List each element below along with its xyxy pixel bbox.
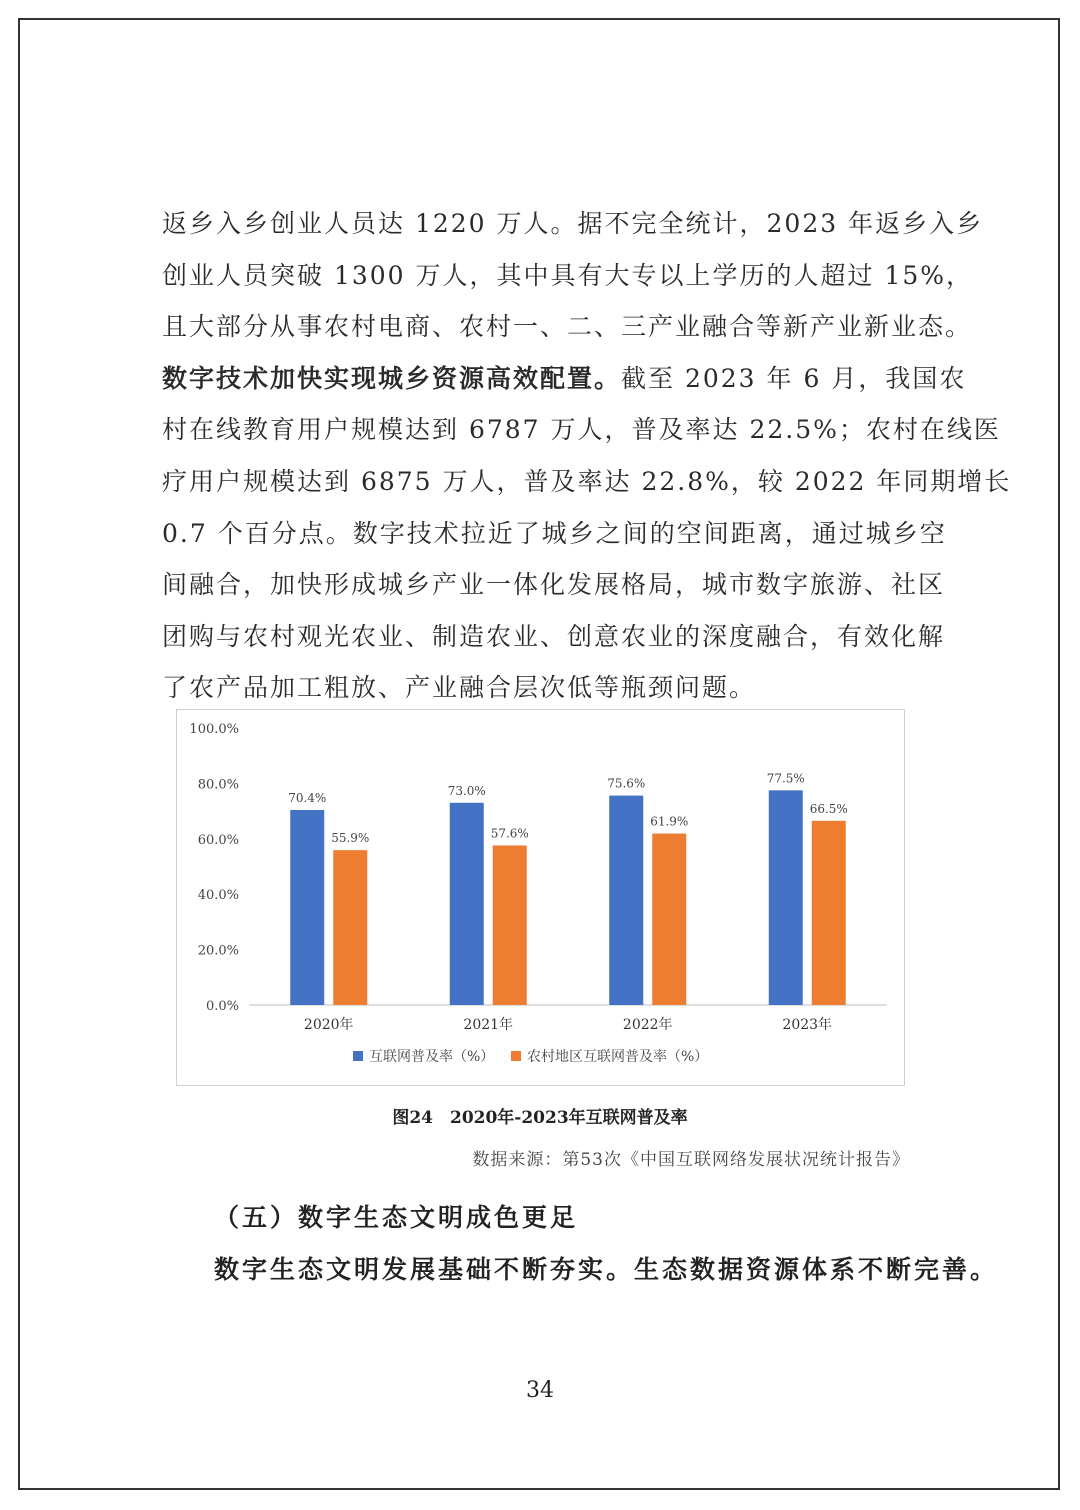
paragraph-line [162,565,945,605]
data-label: 61.9% [650,814,689,829]
data-label: 77.5% [766,771,805,786]
line-text: 疗用户规模达到 6875 万人，普及率达 22.8%，较 2022 年同期增长 [162,467,1012,496]
section-lead: 数字生态文明发展基础不断夯实。生态数据资源体系不断完善。 [214,1255,999,1284]
data-label: 73.0% [447,783,486,798]
line-text: 间融合，加快形成城乡产业一体化发展格局，城市数字旅游、社区 [162,570,946,600]
paragraph-line [162,617,945,657]
paragraph-line [162,307,972,347]
x-tick-label: 2023年 [782,1017,833,1033]
data-label: 57.6% [490,826,529,841]
line-text: 团购与农村观光农业、制造农业、创意农业的深度融合，有效化解 [162,621,946,651]
paragraph-line [162,668,756,708]
paragraph-line [162,359,966,399]
bar [609,796,643,1005]
y-tick-label: 0.0% [205,999,239,1014]
y-tick-label: 40.0% [197,888,239,904]
bar-chart [176,709,905,1086]
line-text: 0.7 个百分点。数字技术拉近了城乡之间的空间距离，通过城乡空 [162,518,947,548]
section-heading: （五）数字生态文明成色更足 [214,1203,579,1232]
x-tick-label: 2022年 [622,1017,673,1033]
y-tick-label: 100.0% [189,722,239,737]
chart-svg [177,710,904,1085]
line-text: 截至 2023 年 6 月，我国农 [621,363,967,393]
legend-label: 农村地区互联网普及率（%） [527,1049,709,1065]
paragraph-line [162,256,973,296]
legend-swatch [511,1051,521,1061]
bar [290,810,324,1005]
line-text: 且大部分从事农村电商、农村一、二、三产业融合等新产业新业态。 [162,312,973,342]
bar [333,850,367,1005]
legend-swatch [353,1051,363,1061]
paragraph-line [162,204,983,244]
paragraph-line [162,462,1011,502]
paragraph-line [162,514,947,554]
figure-caption: 图24 2020年-2023年互联网普及率 [392,1108,688,1128]
bar [652,834,686,1005]
line-text: 了农产品加工粗放、产业融合层次低等瓶颈问题。 [162,673,757,703]
data-label: 75.6% [607,776,646,791]
legend-label: 互联网普及率（%） [369,1049,495,1065]
data-label: 66.5% [809,801,848,816]
page-number: 34 [526,1378,554,1403]
line-text: 创业人员突破 1300 万人，其中具有大专以上学历的人超过 15%， [162,260,974,290]
paragraph-line [162,410,1001,450]
bold-lead-sentence: 数字技术加快实现城乡资源高效配置。 [162,363,622,393]
bar [812,821,846,1005]
data-label: 55.9% [331,831,370,846]
line-text: 返乡入乡创业人员达 1220 万人。据不完全统计，2023 年返乡入乡 [162,209,984,238]
y-tick-label: 60.0% [197,832,239,848]
x-tick-label: 2020年 [303,1017,354,1033]
figure-source: 数据来源：第53次《中国互联网络发展状况统计报告》 [472,1150,910,1170]
bar [450,803,484,1005]
data-label: 70.4% [288,790,327,805]
y-tick-label: 80.0% [197,777,239,793]
bar [769,790,803,1005]
line-text: 村在线教育用户规模达到 6787 万人，普及率达 22.5%；农村在线医 [162,415,1001,445]
bar [493,845,527,1005]
x-tick-label: 2021年 [463,1017,514,1033]
y-tick-label: 20.0% [197,943,239,959]
